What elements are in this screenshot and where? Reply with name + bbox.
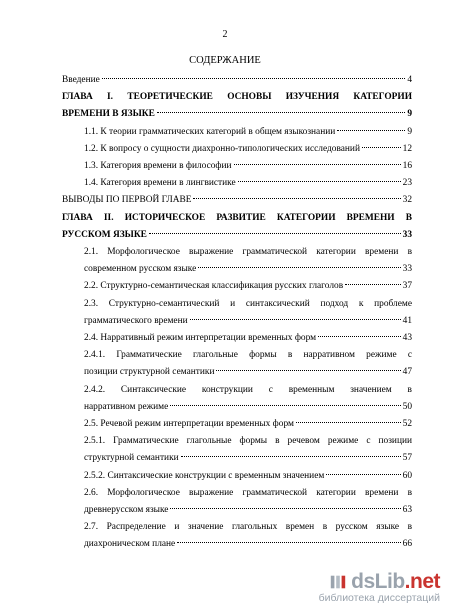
dot-leader xyxy=(102,78,406,79)
toc-entry-page: 66 xyxy=(402,539,412,550)
toc-entry-title: позиции структурной семантики xyxy=(84,367,215,378)
toc-entry-page: 32 xyxy=(402,195,412,206)
toc-entry-page: 9 xyxy=(407,109,412,120)
toc-entry-page: 37 xyxy=(402,281,412,292)
toc-entry xyxy=(62,296,412,330)
dot-leader xyxy=(177,542,400,543)
toc-entry-title: 2.5. Речевой режим интерпретации временных форм xyxy=(84,419,294,430)
toc-entry-page: 33 xyxy=(402,264,412,275)
toc-entry-leader xyxy=(84,416,412,433)
toc-entry-page: 43 xyxy=(402,333,412,344)
toc-entry-title: 1.2. К вопросу о сущности диахронно-типологических исследований xyxy=(84,143,360,154)
dot-leader xyxy=(157,112,405,113)
dot-leader xyxy=(362,147,401,148)
dot-leader xyxy=(238,181,401,182)
watermark-subtitle: библиотека диссертаций xyxy=(318,592,440,604)
toc-entry-leader xyxy=(84,450,412,467)
dot-leader xyxy=(181,456,401,457)
toc-entry xyxy=(62,416,412,433)
toc-entry-leader xyxy=(84,468,412,485)
toc-entry-title: современном русском языке xyxy=(84,264,197,275)
dot-leader xyxy=(193,198,400,199)
toc-entry xyxy=(62,124,412,141)
toc-entry-page: 4 xyxy=(407,75,412,85)
toc-entry xyxy=(62,158,412,175)
toc-entry-leader xyxy=(84,330,412,347)
toc-entry-title: древнерусском языке xyxy=(84,505,169,516)
toc-entry-page: 50 xyxy=(402,401,412,412)
toc-entry xyxy=(62,278,412,295)
toc-entry-line: ГЛАВА I. ТЕОРЕТИЧЕСКИЕ ОСНОВЫ ИЗУЧЕНИЯ КАТЕГОРИИ xyxy=(62,92,412,103)
dot-leader xyxy=(326,474,400,475)
library-logo-icon xyxy=(329,573,347,591)
toc-entry xyxy=(62,485,412,519)
toc-entry xyxy=(62,468,412,485)
dot-leader xyxy=(190,319,401,320)
toc-entry-title: ВЫВОДЫ ПО ПЕРВОЙ ГЛАВЕ xyxy=(62,195,192,206)
toc-entry xyxy=(62,382,412,416)
toc-entry-title: Введение xyxy=(62,75,100,85)
toc-entry-leader xyxy=(84,278,412,295)
toc-entry-page: 60 xyxy=(402,470,412,481)
dot-leader xyxy=(149,233,401,234)
toc-entry xyxy=(62,347,412,381)
toc-entry-title: 2.5.2. Синтаксические конструкции с временным значением xyxy=(84,470,325,481)
dot-leader xyxy=(318,336,401,337)
dot-leader xyxy=(170,405,400,406)
toc-entry-line: 2.3. Структурно-семантический и синтаксический подход к проблеме xyxy=(84,298,412,309)
toc-entry-leader xyxy=(84,502,412,519)
toc-entry-title: 2.2. Структурно-семантическая классификация русских глаголов xyxy=(84,281,344,292)
page-title: СОДЕРЖАНИЕ xyxy=(189,55,261,66)
toc-entry-title: 1.4. Категория времени в лингвистике xyxy=(84,178,236,189)
toc-entry-title: структурной семантики xyxy=(84,453,179,464)
toc-entry-title: РУССКОМ ЯЗЫКЕ xyxy=(62,229,147,240)
watermark-logo: dsLib.net xyxy=(351,570,440,593)
toc-entry-title: ВРЕМЕНИ В ЯЗЫКЕ xyxy=(62,109,155,120)
dot-leader xyxy=(216,370,400,371)
toc-entry-title: нарративном режиме xyxy=(84,401,169,412)
toc-entry xyxy=(62,141,412,158)
toc-entry-title: 2.4. Нарративный режим интерпретации временных форм xyxy=(84,333,317,344)
toc-entry xyxy=(62,433,412,467)
toc-entry-title: грамматического времени xyxy=(84,315,188,326)
toc-entry xyxy=(62,89,412,123)
toc-entry-page: 63 xyxy=(402,505,412,516)
toc-entry-leader xyxy=(62,106,412,123)
toc-entry xyxy=(62,210,412,244)
dot-leader xyxy=(170,508,400,509)
page-number: 2 xyxy=(222,29,228,40)
toc-entry-page: 33 xyxy=(402,229,412,240)
toc-entry-leader xyxy=(84,313,412,330)
toc-entry-leader xyxy=(84,158,412,175)
toc-entry-page: 9 xyxy=(407,126,412,137)
toc-entry-leader xyxy=(62,227,412,244)
toc-entry-line: 2.4.2. Синтаксические конструкции с временным значением в xyxy=(84,384,412,395)
toc-entry-leader xyxy=(62,72,412,89)
toc-entry-leader xyxy=(84,536,412,553)
dot-leader xyxy=(345,284,400,285)
toc-entry-line: 2.1. Морфологическое выражение грамматической категории времени в xyxy=(84,247,412,258)
toc-entry-leader xyxy=(84,399,412,416)
toc-entry xyxy=(62,330,412,347)
toc-entry-page: 57 xyxy=(402,453,412,464)
dot-leader xyxy=(198,267,400,268)
toc-entry-leader xyxy=(84,141,412,158)
toc-entry-line: 2.5.1. Грамматические глагольные формы в речевом режиме с позиции xyxy=(84,436,412,447)
toc-entry-leader xyxy=(84,261,412,278)
toc-entry-title: диахроническом плане xyxy=(84,539,176,550)
dot-leader xyxy=(296,422,401,423)
toc-entry-title: 1.3. Категория времени в философии xyxy=(84,161,232,172)
toc-entry-leader xyxy=(62,192,412,209)
toc-entry-line: ГЛАВА II. ИСТОРИЧЕСКОЕ РАЗВИТИЕ КАТЕГОРИИ ВРЕМЕНИ В xyxy=(62,212,412,223)
watermark xyxy=(319,570,440,604)
toc-entry-line: 2.7. Распределение и значение глагольных времен в русском языке в xyxy=(84,522,412,533)
toc-entry-page: 12 xyxy=(402,143,412,154)
toc-entry xyxy=(62,519,412,553)
toc-entry-leader xyxy=(84,364,412,381)
dot-leader xyxy=(337,130,405,131)
toc-entry-line: 2.6. Морфологическое выражение грамматической категории времени в xyxy=(84,487,412,498)
toc-entry-page: 23 xyxy=(402,178,412,189)
toc-entry-title: 1.1. К теории грамматических категорий в общем языкознании xyxy=(84,126,336,137)
toc-entry xyxy=(62,72,412,89)
toc-entry-page: 47 xyxy=(402,367,412,378)
table-of-contents xyxy=(62,72,412,554)
toc-entry xyxy=(62,175,412,192)
toc-entry-page: 41 xyxy=(402,315,412,326)
dot-leader xyxy=(234,164,401,165)
toc-entry-line: 2.4.1. Грамматические глагольные формы в нарративном режиме с xyxy=(84,350,412,361)
toc-entry-page: 16 xyxy=(402,161,412,172)
toc-entry-page: 52 xyxy=(402,419,412,430)
toc-entry xyxy=(62,244,412,278)
toc-entry-leader xyxy=(84,124,412,141)
toc-entry xyxy=(62,192,412,209)
toc-entry-leader xyxy=(84,175,412,192)
